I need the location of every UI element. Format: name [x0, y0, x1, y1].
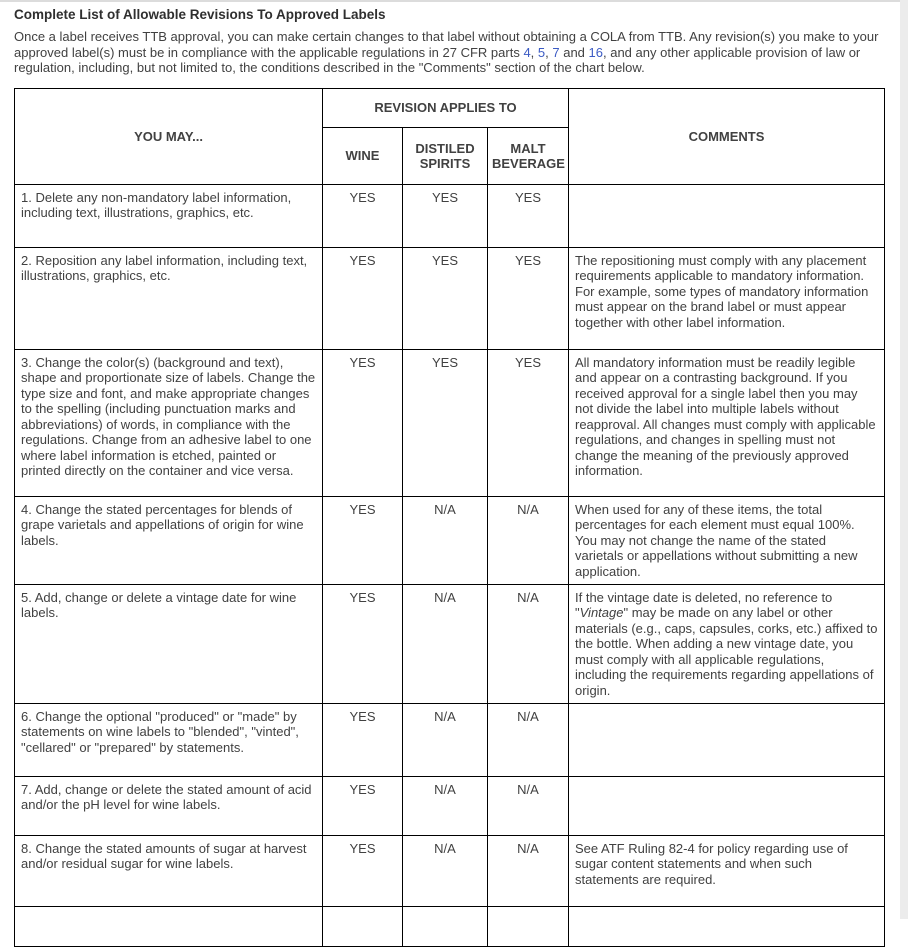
comments-cell	[569, 184, 885, 247]
malt-beverage-cell	[488, 906, 569, 946]
you-may-cell: 2. Reposition any label information, including text, illustrations, graphics, etc.	[15, 247, 323, 349]
intro-separator: ,	[545, 44, 553, 60]
distilled-spirits-cell: YES	[403, 247, 488, 349]
header-you-may: YOU MAY...	[15, 88, 323, 184]
header-malt-beverage: MALT BEVERAGE	[488, 127, 569, 184]
page-right-gutter	[900, 0, 908, 919]
intro-separator: and	[559, 44, 589, 60]
table-row	[15, 496, 885, 584]
wine-cell: YES	[323, 835, 403, 906]
malt-beverage-cell: N/A	[488, 584, 569, 703]
distilled-spirits-cell: YES	[403, 184, 488, 247]
wine-cell: YES	[323, 184, 403, 247]
table-row-partial	[15, 906, 885, 946]
table-row	[15, 247, 885, 349]
page-title: Complete List of Allowable Revisions To Approved Labels	[14, 7, 386, 22]
comments-cell	[569, 906, 885, 946]
comments-cell: All mandatory information must be readily legible and appear on a contrasting background. If you received approval for a single label then you may not divide the label into multiple labels without reapproval. All changes must comply with applicable regulations, and changes in spelling must not change the meaning of the previously approved information.	[569, 349, 885, 496]
header-revision-applies-to: REVISION APPLIES TO	[323, 88, 569, 127]
comment-italic-word: Vintage	[579, 605, 624, 620]
document-page	[0, 2, 900, 947]
comments-cell: See ATF Ruling 82-4 for policy regarding use of sugar content statements and when such statements are required.	[569, 835, 885, 906]
you-may-cell: 8. Change the stated amounts of sugar at harvest and/or residual sugar for wine labels.	[15, 835, 323, 906]
distilled-spirits-cell: N/A	[403, 776, 488, 835]
link-cfr-part-5[interactable]: 5	[537, 44, 546, 60]
distilled-spirits-cell: YES	[403, 349, 488, 496]
header-row-top	[15, 88, 885, 127]
you-may-cell	[15, 906, 323, 946]
table-row	[15, 184, 885, 247]
intro-separator: ,	[530, 44, 538, 60]
intro-text: , and any other applicable provision of law or regulation, including, but not limited to, the conditions described in the "Comments" section of the chart below.	[14, 44, 861, 75]
distilled-spirits-cell	[403, 906, 488, 946]
malt-beverage-cell: YES	[488, 247, 569, 349]
wine-cell: YES	[323, 247, 403, 349]
malt-beverage-cell: N/A	[488, 496, 569, 584]
header-wine: WINE	[323, 127, 403, 184]
malt-beverage-cell: N/A	[488, 703, 569, 776]
malt-beverage-cell: YES	[488, 184, 569, 247]
comments-cell: The repositioning must comply with any placement requirements applicable to mandatory information. For example, some types of mandatory information must appear on the brand label or must appear together with other label information.	[569, 247, 885, 349]
link-cfr-part-4[interactable]: 4	[523, 44, 531, 60]
you-may-cell: 3. Change the color(s) (background and text), shape and proportionate size of labels. Change the type size and font, and make appropriate changes to the spelling (including punctuation marks and abbreviations) of words, in compliance with the regulations. Change from an adhesive label to one where label information is etched, painted or printed directly on the container and vice versa.	[15, 349, 323, 496]
you-may-cell: 4. Change the stated percentages for blends of grape varietals and appellations of origin for wine labels.	[15, 496, 323, 584]
intro-text: Once a label receives TTB approval, you can make certain changes to that label without obtaining a COLA from TTB. Any revision(s) you make to your approved label(s) must be in compliance with the applicable regulations in 27 CFR parts	[14, 29, 879, 60]
comments-cell	[569, 584, 885, 703]
table-row	[15, 349, 885, 496]
you-may-cell: 1. Delete any non-mandatory label information, including text, illustrations, graphics, etc.	[15, 184, 323, 247]
table-row	[15, 776, 885, 835]
comment-text: " may be made on any label or other materials (e.g., caps, capsules, corks, etc.) affixed to the bottle. When adding a new vintage date, you must comply with all applicable regulations, including the requirements regarding appellations of origin.	[575, 605, 878, 698]
distilled-spirits-cell: N/A	[403, 496, 488, 584]
wine-cell: YES	[323, 349, 403, 496]
wine-cell: YES	[323, 776, 403, 835]
distilled-spirits-cell: N/A	[403, 703, 488, 776]
header-comments: COMMENTS	[569, 88, 885, 184]
you-may-cell: 6. Change the optional "produced" or "made" by statements on wine labels to "blended", "vinted", "cellared" or "prepared" by statements.	[15, 703, 323, 776]
table-row	[15, 584, 885, 703]
comments-cell	[569, 776, 885, 835]
table-row	[15, 835, 885, 906]
distilled-spirits-cell: N/A	[403, 835, 488, 906]
comment-text: If the vintage date is deleted, no reference to "	[575, 589, 833, 620]
link-cfr-part-7[interactable]: 7	[552, 44, 560, 60]
distilled-spirits-cell: N/A	[403, 584, 488, 703]
link-cfr-part-16[interactable]: 16	[588, 44, 603, 60]
malt-beverage-cell: YES	[488, 349, 569, 496]
wine-cell: YES	[323, 496, 403, 584]
wine-cell: YES	[323, 584, 403, 703]
you-may-cell: 7. Add, change or delete the stated amount of acid and/or the pH level for wine labels.	[15, 776, 323, 835]
malt-beverage-cell: N/A	[488, 776, 569, 835]
comments-cell: When used for any of these items, the total percentages for each element must equal 100%. You may not change the name of the stated varietals or appellations without submitting a new application.	[569, 496, 885, 584]
comments-cell	[569, 703, 885, 776]
intro-paragraph	[14, 29, 884, 76]
table-row	[15, 703, 885, 776]
wine-cell	[323, 906, 403, 946]
you-may-cell: 5. Add, change or delete a vintage date for wine labels.	[15, 584, 323, 703]
revisions-table	[14, 88, 885, 947]
wine-cell: YES	[323, 703, 403, 776]
header-distilled-spirits: DISTILED SPIRITS	[403, 127, 488, 184]
malt-beverage-cell: N/A	[488, 835, 569, 906]
